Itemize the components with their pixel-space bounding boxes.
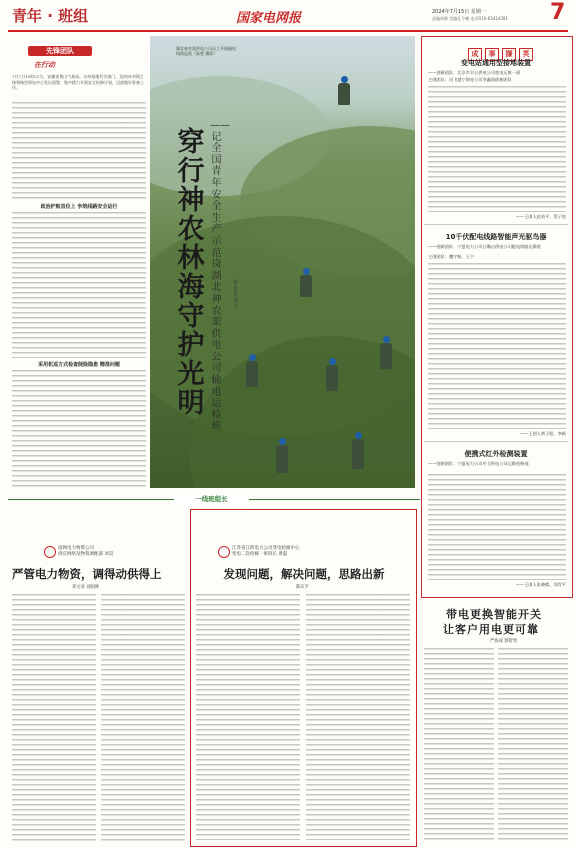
article-body-text: [101, 594, 185, 842]
innovation-signature: ——王创人赵英平、蔡子宸: [515, 214, 566, 219]
article-body-text: [196, 594, 300, 840]
article-subhead: 政治护航首位上 争筑线路安全运行: [40, 204, 118, 210]
innovation-body: [428, 474, 566, 580]
innovation-signature: ——王创人黄子阳、李新: [519, 431, 566, 436]
article-body-text: [12, 212, 146, 358]
article-source: 江苏省江阴电力公司变电检修中心 变电二次检修一班班长 黄磊: [232, 546, 300, 557]
innovation-title: 10千伏配电线路智能声光驱鸟器: [445, 233, 547, 241]
photo-caption: 湖北神农架供电公司员工开展输电线路巡视（陈楚 摄影）: [176, 46, 236, 56]
article-title-line1: 带电更换智能开关: [446, 608, 542, 621]
article-body-text: [12, 370, 146, 488]
feature-subheadline: ——记全国青年安全生产示范岗湖北神农架供电公司输电运检班: [210, 120, 230, 433]
issue-date: 2024年7月15日 星期一: [432, 9, 486, 15]
editor-info: 责编周静 美编孔令楠 电话010-63414391: [432, 16, 508, 21]
article-body-text: [306, 594, 410, 840]
article-author: 邓文涛 刘国林: [72, 585, 100, 590]
article-body-text: [424, 648, 494, 842]
innovation-team: ——创新团队：宁夏电力公司中卫供电公司运维检修部: [428, 461, 529, 466]
header-divider: [8, 30, 568, 32]
article-body-text: [12, 102, 146, 200]
innovation-title: 变电站通用型接地装置: [461, 59, 531, 67]
page-number: 7: [550, 0, 566, 25]
section-tag: 一线班组长: [174, 494, 249, 505]
feature-headline: 穿行神农林海守护光明: [177, 127, 205, 419]
lead-paragraph: 7月7日10时21分，安徽省黄山气象局、台州基地有关部门，及时向中阿巴扬和杨里保电中心发出预警，集中精力开展安全检修计划，迅速做好准备工作。: [12, 74, 144, 91]
article-source: 国网电力物资公司 供应网络及物资调配部 刘昊: [58, 546, 114, 557]
innovation-team: ——创新团队：宁夏电力公司石嘴山供电公司配电线路运维班: [428, 244, 542, 249]
section-name: 青年 · 班组: [12, 7, 89, 25]
article-body-text: [12, 594, 96, 842]
achievements-label: 成 事 撷 英: [468, 41, 538, 53]
innovation-body: [428, 86, 566, 212]
article-author: 陈庆平: [296, 585, 309, 590]
article-subhead: 采用机巡方式检查陡险隐患 精准问题: [38, 362, 120, 368]
article-body-text: [498, 648, 568, 842]
innovation-signature: ——王创人张晓晴、刘青平: [515, 582, 566, 587]
article-title: 严管电力物资，调得动供得上: [12, 567, 162, 581]
innovation-title: 便携式红外检测装置: [464, 450, 528, 458]
vanguard-tag: 先锋团队: [28, 46, 92, 56]
feature-bylines: 朱金星 刘文: [233, 280, 239, 310]
article-title: 发现问题，解决问题，思路出新: [223, 567, 385, 581]
innovation-leader: 主创团队：田飞越宁海亮公司李鑫国创新团队: [428, 77, 512, 82]
innovation-body: [428, 263, 566, 429]
newspaper-logo: 国家电网报: [236, 11, 302, 26]
vanguard-subtag: 在行动: [34, 61, 55, 69]
article-author: 严海成 郭智勇: [490, 639, 518, 644]
portrait-icon: [44, 546, 56, 558]
portrait-icon: [218, 546, 230, 558]
innovation-team: ——创新团队：北京市丰台供电公司变电运维一班: [428, 70, 521, 75]
innovation-leader: 主创团队：魏宇航、王宁: [428, 254, 475, 259]
article-title-line2: 让客户用电更可靠: [443, 623, 539, 636]
